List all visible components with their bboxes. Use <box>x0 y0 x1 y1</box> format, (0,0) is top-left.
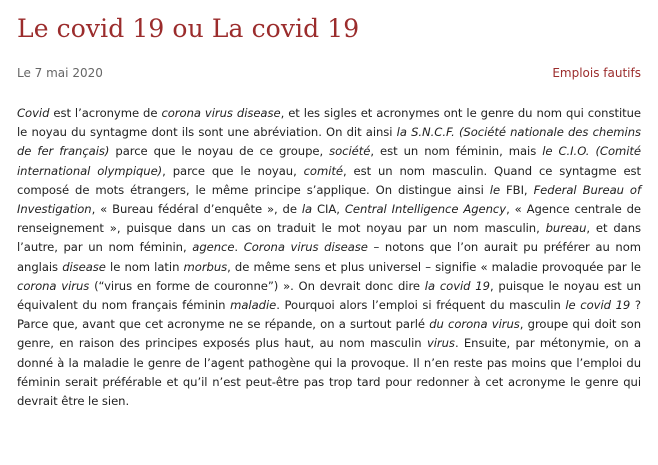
italic-term: la <box>301 202 313 217</box>
body-text: CIA, <box>312 202 345 217</box>
article-title: Le covid 19 ou La covid 19 <box>17 14 360 43</box>
body-text: le nom latin <box>105 259 184 274</box>
body-text: , groupe qui doit son genre, en raison des principes exposés plus haut, au nom masculin <box>17 317 642 351</box>
body-text: . Pourquoi alors l’emploi si fréquent du masculin <box>276 298 566 313</box>
article-body <box>17 104 641 411</box>
italic-term: disease <box>62 259 106 274</box>
italic-term: du corona virus <box>429 317 520 332</box>
italic-term: Covid <box>17 106 50 120</box>
italic-term: le covid 19 <box>565 298 631 313</box>
body-text: parce que le noyau de ce groupe, <box>109 144 330 159</box>
body-text: , puisque le noyau est un équivalent du nom français féminin <box>17 278 641 313</box>
body-text: , et dans l’autre, par un nom féminin, <box>17 221 642 255</box>
italic-term: corona virus disease <box>161 106 281 120</box>
italic-term: Corona virus disease <box>243 240 368 255</box>
body-text: , est un nom masculin. Quand ce syntagme est composé de mots étrangers, le même principe s’applique. On distingue ainsi <box>17 163 642 197</box>
italic-term: le <box>489 182 501 197</box>
italic-term: société <box>329 144 371 159</box>
italic-term: le C.I.O. (Comité international olympique) <box>17 144 642 178</box>
body-text: , « Bureau fédéral d’enquête », de <box>91 202 302 217</box>
italic-term: morbus <box>183 259 228 274</box>
italic-term: maladie <box>230 298 277 313</box>
article-date: Le 7 mai 2020 <box>17 66 103 80</box>
italic-term: comité <box>303 163 343 178</box>
body-text: , et les sigles et acronymes ont le genre du nom qui constitue le noyau du syntagme dont ils sont une abréviation. On dit ainsi <box>17 106 641 140</box>
body-text: – notons que l’on aurait pu préférer au nom anglais <box>17 240 641 274</box>
body-text: , parce que le noyau, <box>162 163 304 178</box>
italic-term: Federal Bureau of Investigation <box>17 182 641 217</box>
italic-term: bureau <box>545 221 587 236</box>
body-text: . Ensuite, par métonymie, on a donné à la maladie le genre de l’agent pathogène qui la provoque. Il n’en reste pas moins que l’emploi du féminin serait préférable et qu’il n’est peut-être pas trop tard pour redonner à cet acronyme le genre qui devrait être le sien. <box>17 336 641 409</box>
body-text: est l’acronyme de <box>49 106 162 120</box>
italic-term: la S.N.C.F. (Société nationale des chemins de fer français) <box>17 125 641 159</box>
body-text: FBI, <box>500 182 534 197</box>
italic-term: Central Intelligence Agency <box>344 202 507 217</box>
italic-term: virus <box>426 336 455 351</box>
italic-term: corona virus <box>17 278 90 293</box>
article-meta <box>17 66 641 80</box>
body-text: (“virus en forme de couronne”) ». On devrait donc dire <box>89 278 425 293</box>
body-text: , « Agence centrale de renseignement », puisque dans un cas on traduit le mot noyau par un nom masculin, <box>17 202 641 236</box>
italic-term: la covid 19 <box>424 278 490 293</box>
category-link[interactable]: Emplois fautifs <box>552 66 641 80</box>
body-text: ? Parce que, avant que cet acronyme ne se répande, on a surtout parlé <box>17 298 641 332</box>
body-text: , de même sens et plus universel – signifie « maladie provoquée par le <box>227 259 641 274</box>
body-text: , est un nom féminin, mais <box>370 144 543 159</box>
italic-term: agence <box>192 240 235 255</box>
body-text: . <box>234 240 244 255</box>
